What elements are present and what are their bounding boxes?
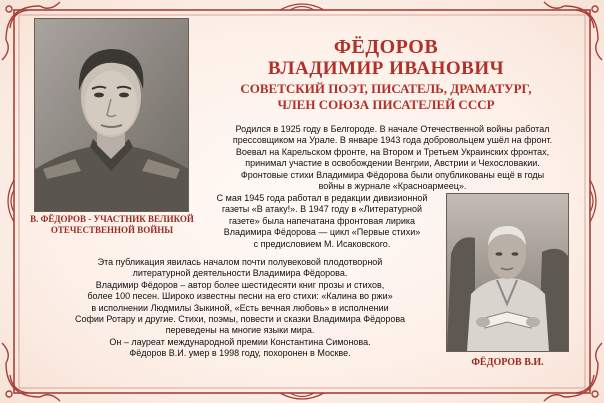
paragraph-line: войны в журнале «Красноармеец». xyxy=(318,181,467,192)
paragraph-line: Владимир Фёдоров – автор более шестидесяти книг прозы и стихов, xyxy=(95,279,385,290)
paragraph-line: Родился в 1925 году в Белгороде. В начале Отечественной войны работал xyxy=(235,124,550,134)
paragraph-line: с предисловием М. Исаковского. xyxy=(253,238,391,249)
paragraph-line: С мая 1945 года работал в редакции дивизионной xyxy=(216,193,428,203)
paragraph-line: Воевал на Карельском фронте, на Втором и Третьем Украинских фронтах, xyxy=(235,146,550,157)
paragraph-line: газете» была напечатана фронтовая лирика xyxy=(228,215,416,226)
name-heading: ВЛАДИМИР ИВАНОВИЧ xyxy=(267,58,505,79)
portrait-image xyxy=(447,194,568,351)
paragraph-line: литературной деятельности Владимира Фёдорова. xyxy=(132,268,348,279)
subtitle-membership: ЧЛЕН СОЮЗА ПИСАТЕЛЕЙ СССР xyxy=(277,97,495,112)
caption-left-line2: ОТЕЧЕСТВЕННОЙ ВОЙНЫ xyxy=(50,225,174,235)
paragraph-line: газеты «В атаку!». В 1947 году в «Литературной xyxy=(221,204,423,215)
portrait-image xyxy=(35,19,188,211)
portrait-caption-right: ФЁДОРОВ В.И. xyxy=(471,357,544,368)
caption-left-line1: В. ФЁДОРОВ - УЧАСТНИК ВЕЛИКОЙ xyxy=(30,214,194,224)
edge-ornament-bottom xyxy=(280,393,324,399)
surname-heading: ФЁДОРОВ xyxy=(333,36,439,58)
paragraph-line: Он – лауреат международной премии Константина Симонова. xyxy=(109,336,371,347)
paragraph-line: Эта публикация явилась началом почти полувековой плодотворной xyxy=(97,257,383,267)
paragraph-line: в исполнении Людмилы Зыкиной, «Есть вечная любовь» в исполнении xyxy=(91,302,389,313)
biography-paragraph-1 xyxy=(200,124,585,192)
edge-ornament-left xyxy=(8,180,14,222)
paragraph-line: Фронтовые стихи Владимира Фёдорова были опубликованы ещё в годы xyxy=(240,169,545,180)
paragraph-line: принимал участие в освобождении Венгрии, Австрии и Чехословакии. xyxy=(245,158,540,169)
title-block xyxy=(236,36,536,112)
edge-ornament-right xyxy=(590,180,596,222)
portrait-photo-elder xyxy=(447,194,568,351)
subtitle-profession: СОВЕТСКИЙ ПОЭТ, ПИСАТЕЛЬ, ДРАМАТУРГ, xyxy=(240,81,532,96)
edge-ornament-top xyxy=(280,4,324,10)
paragraph-line: Владимира Фёдорова — цикл «Первые стихи» xyxy=(223,227,421,238)
paragraph-line: Софии Ротару и другие. Стихи, поэмы, повести и сказки Владимира Фёдорова xyxy=(74,314,406,325)
biography-paragraph-3 xyxy=(40,257,440,360)
portrait-photo-military xyxy=(35,19,188,211)
portrait-caption-left xyxy=(22,214,202,236)
paragraph-line: более 100 песен. Широко известны песни на его стихи: «Калина во ржи» xyxy=(87,291,393,302)
paragraph-line: прессовщиком на Урале. В январе 1943 года добровольцем ушёл на фронт. xyxy=(232,135,553,146)
paragraph-line: Фёдоров В.И. умер в 1998 году, похоронен в Москве. xyxy=(129,348,351,359)
biography-paragraph-2 xyxy=(204,193,440,250)
paragraph-line: переведены на многие языки мира. xyxy=(165,325,315,336)
